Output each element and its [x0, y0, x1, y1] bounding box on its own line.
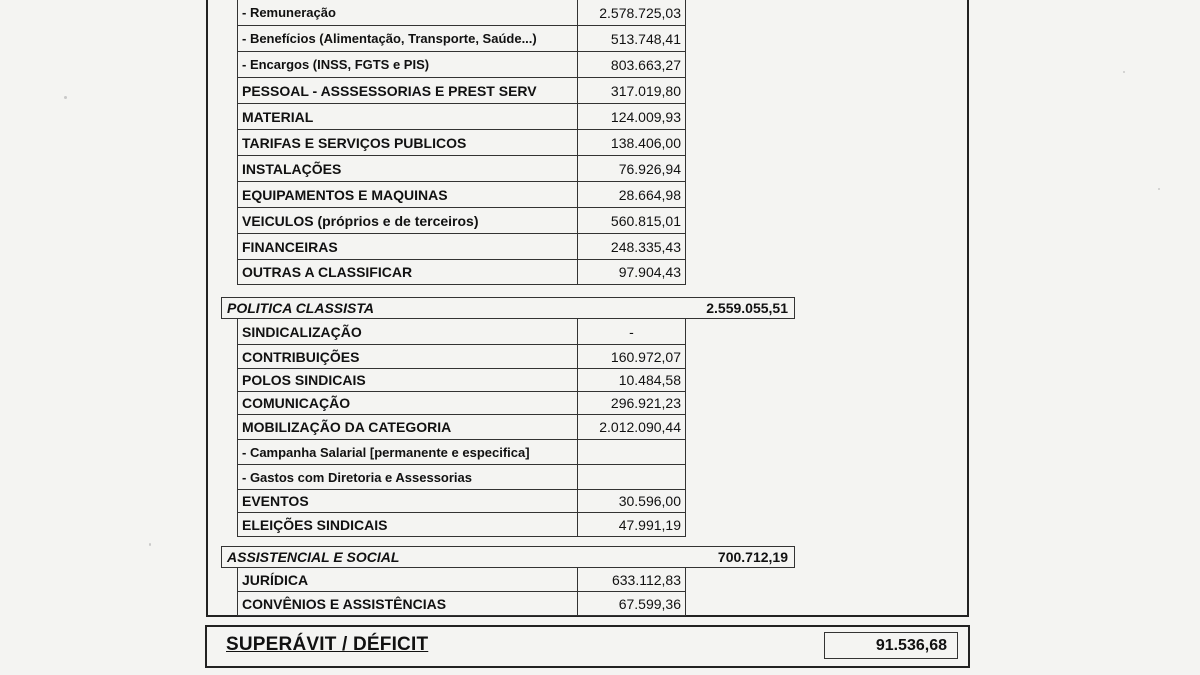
row-label: JURÍDICA — [237, 568, 577, 592]
table-row — [237, 104, 686, 130]
row-value: 248.335,43 — [577, 234, 686, 260]
scan-speck — [149, 543, 151, 546]
row-value: 2.578.725,03 — [577, 0, 686, 26]
row-value: 560.815,01 — [577, 208, 686, 234]
row-value — [577, 440, 686, 465]
row-value: 76.926,94 — [577, 156, 686, 182]
row-label: PESSOAL - ASSSESSORIAS E PREST SERV — [237, 78, 577, 104]
row-label: CONVÊNIOS E ASSISTÊNCIAS — [237, 592, 577, 616]
row-label: SINDICALIZAÇÃO — [237, 319, 577, 345]
section-title: ASSISTENCIAL E SOCIAL — [227, 549, 400, 565]
section-header-assistencial-social — [221, 546, 795, 568]
row-label: FINANCEIRAS — [237, 234, 577, 260]
table-row — [237, 52, 686, 78]
row-label: POLOS SINDICAIS — [237, 369, 577, 392]
row-label: VEICULOS (próprios e de terceiros) — [237, 208, 577, 234]
scan-speck — [1158, 188, 1160, 190]
scan-speck — [1123, 71, 1125, 73]
row-value — [577, 465, 686, 490]
result-label: SUPERÁVIT / DÉFICIT — [226, 634, 429, 655]
row-label: TARIFAS E SERVIÇOS PUBLICOS — [237, 130, 577, 156]
table-row — [237, 156, 686, 182]
row-value: 30.596,00 — [577, 490, 686, 513]
row-label: - Benefícios (Alimentação, Transporte, Saúde...) — [237, 26, 577, 52]
row-label: ELEIÇÕES SINDICAIS — [237, 513, 577, 537]
row-label: INSTALAÇÕES — [237, 156, 577, 182]
row-label: MATERIAL — [237, 104, 577, 130]
row-value: 296.921,23 — [577, 392, 686, 415]
row-label: COMUNICAÇÃO — [237, 392, 577, 415]
table-row — [237, 26, 686, 52]
result-value: 91.536,68 — [824, 632, 958, 659]
table-row — [237, 440, 686, 465]
table-row — [237, 415, 686, 440]
table-row — [237, 319, 686, 345]
row-label: EVENTOS — [237, 490, 577, 513]
row-label: - Campanha Salarial [permanente e especifica] — [237, 440, 577, 465]
table-row — [237, 592, 686, 616]
row-label: - Remuneração — [237, 0, 577, 26]
row-value: 513.748,41 — [577, 26, 686, 52]
table-row — [237, 208, 686, 234]
row-label: EQUIPAMENTOS E MAQUINAS — [237, 182, 577, 208]
section-total: 2.559.055,51 — [706, 300, 788, 316]
table-row — [237, 490, 686, 513]
section-header-politica-classista — [221, 297, 795, 319]
row-value: 803.663,27 — [577, 52, 686, 78]
table-row — [237, 345, 686, 369]
table-row — [237, 182, 686, 208]
row-label: CONTRIBUIÇÕES — [237, 345, 577, 369]
section-title: POLITICA CLASSISTA — [227, 300, 374, 316]
table-row — [237, 260, 686, 285]
row-value: 67.599,36 — [577, 592, 686, 616]
row-value: 2.012.090,44 — [577, 415, 686, 440]
row-label: MOBILIZAÇÃO DA CATEGORIA — [237, 415, 577, 440]
table-row — [237, 392, 686, 415]
table-row — [237, 130, 686, 156]
row-value: 124.009,93 — [577, 104, 686, 130]
table-row — [237, 513, 686, 537]
row-value: 97.904,43 — [577, 260, 686, 285]
table-row — [237, 0, 686, 26]
row-value: 47.991,19 — [577, 513, 686, 537]
row-value: 160.972,07 — [577, 345, 686, 369]
row-label: - Encargos (INSS, FGTS e PIS) — [237, 52, 577, 78]
row-label: OUTRAS A CLASSIFICAR — [237, 260, 577, 285]
row-value: 138.406,00 — [577, 130, 686, 156]
row-value: 28.664,98 — [577, 182, 686, 208]
row-value: - — [577, 319, 686, 345]
table-row — [237, 234, 686, 260]
row-value: 10.484,58 — [577, 369, 686, 392]
table-row — [237, 568, 686, 592]
row-value: 317.019,80 — [577, 78, 686, 104]
scan-speck — [64, 96, 67, 99]
row-label: - Gastos com Diretoria e Assessorias — [237, 465, 577, 490]
section-total: 700.712,19 — [717, 549, 788, 565]
table-row — [237, 465, 686, 490]
row-value: 633.112,83 — [577, 568, 686, 592]
table-row — [237, 78, 686, 104]
table-row — [237, 369, 686, 392]
